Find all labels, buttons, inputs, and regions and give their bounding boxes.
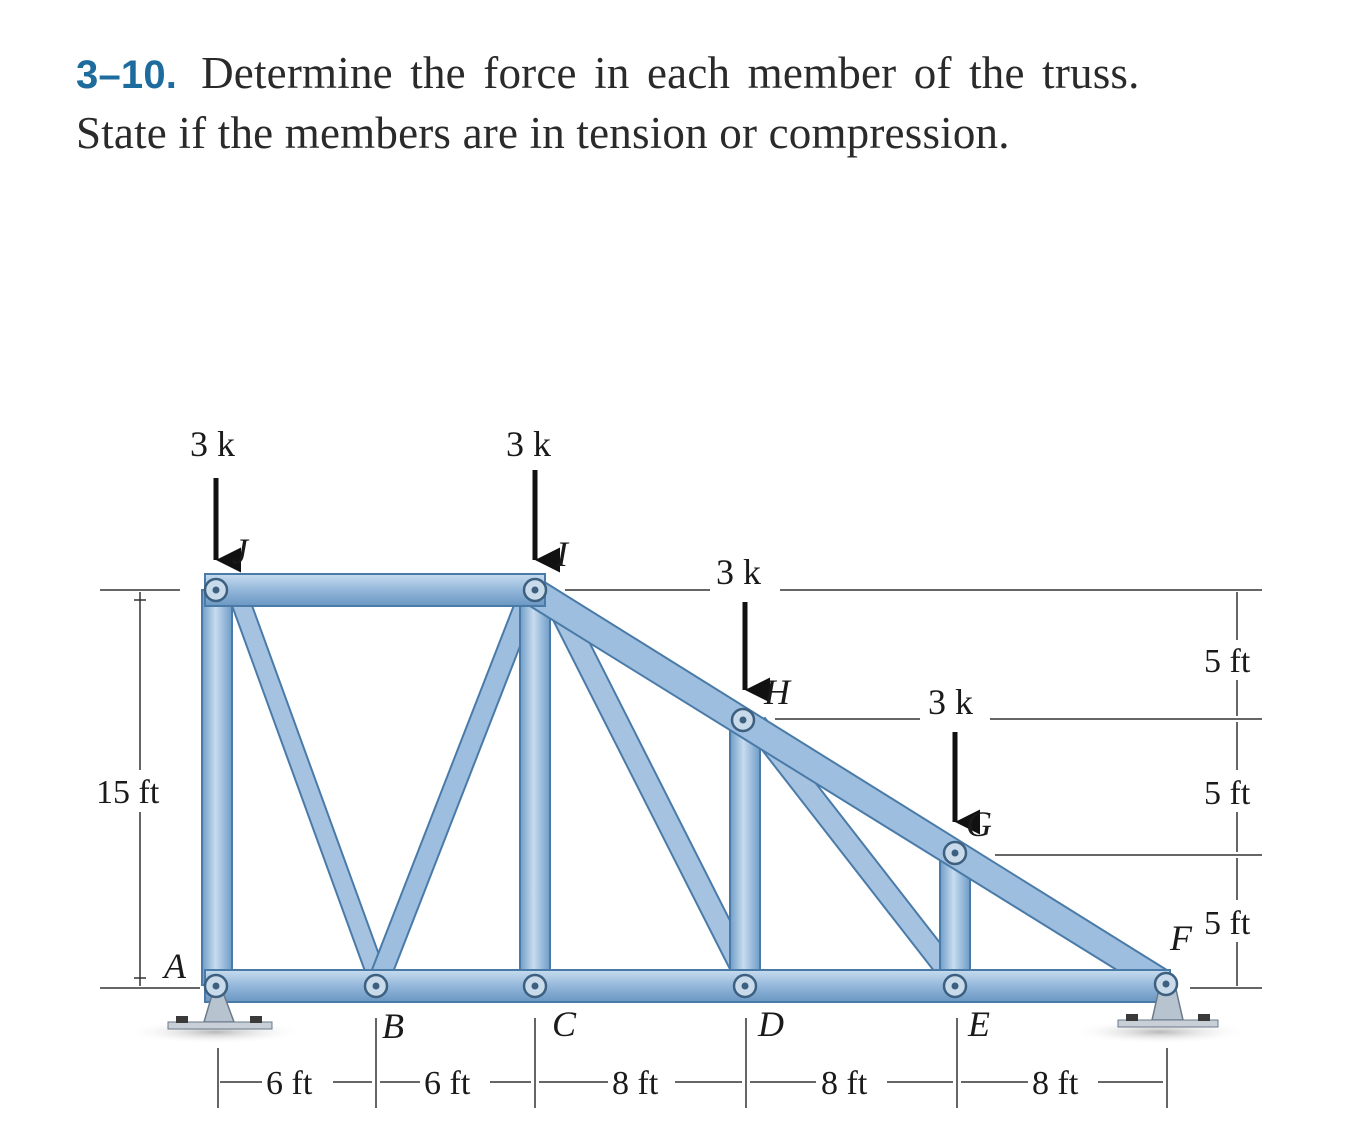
joint-label-C: C: [552, 1004, 577, 1044]
dim-label-BC: 6 ft: [424, 1065, 471, 1102]
joint-label-B: B: [382, 1006, 404, 1046]
dim-label-vert-3: 5 ft: [1204, 905, 1251, 942]
load-label-I: 3 k: [506, 424, 551, 464]
joint-label-F: F: [1170, 918, 1192, 958]
joint-label-J: J: [232, 531, 248, 571]
truss-members: [202, 574, 1170, 1002]
load-label-J: 3 k: [190, 424, 235, 464]
joint-label-A: A: [164, 946, 186, 986]
member-bottom-chord-AF: [205, 970, 1170, 1002]
joint-label-D: D: [758, 1004, 784, 1044]
dim-label-DE: 8 ft: [821, 1065, 868, 1102]
dim-label-vert-2: 5 ft: [1204, 775, 1251, 812]
problem-text-1: Determine the force in each member of the truss.: [201, 48, 1140, 98]
joint-label-H: H: [764, 672, 790, 712]
problem-number: 3–10.: [76, 53, 178, 97]
load-label-G: 3 k: [928, 682, 973, 722]
member-DH: [730, 722, 760, 985]
problem-line-2: State if the members are in tension or compression.: [76, 108, 1010, 158]
joint-label-G: G: [966, 804, 992, 844]
member-AJ: [202, 590, 232, 985]
joint-label-E: E: [968, 1004, 990, 1044]
dim-label-AB: 6 ft: [266, 1065, 313, 1102]
member-top-chord-IF: [530, 578, 1170, 998]
load-label-H: 3 k: [716, 552, 761, 592]
dim-label-overall-height: 15 ft: [96, 774, 160, 811]
member-JI: [205, 574, 545, 606]
dim-label-EF: 8 ft: [1032, 1065, 1079, 1102]
joint-label-I: I: [556, 534, 568, 574]
member-BI: [366, 600, 538, 985]
dim-label-CD: 8 ft: [612, 1065, 659, 1102]
dim-label-vert-1: 5 ft: [1204, 643, 1251, 680]
member-CI: [520, 590, 550, 985]
member-JB: [230, 600, 390, 985]
